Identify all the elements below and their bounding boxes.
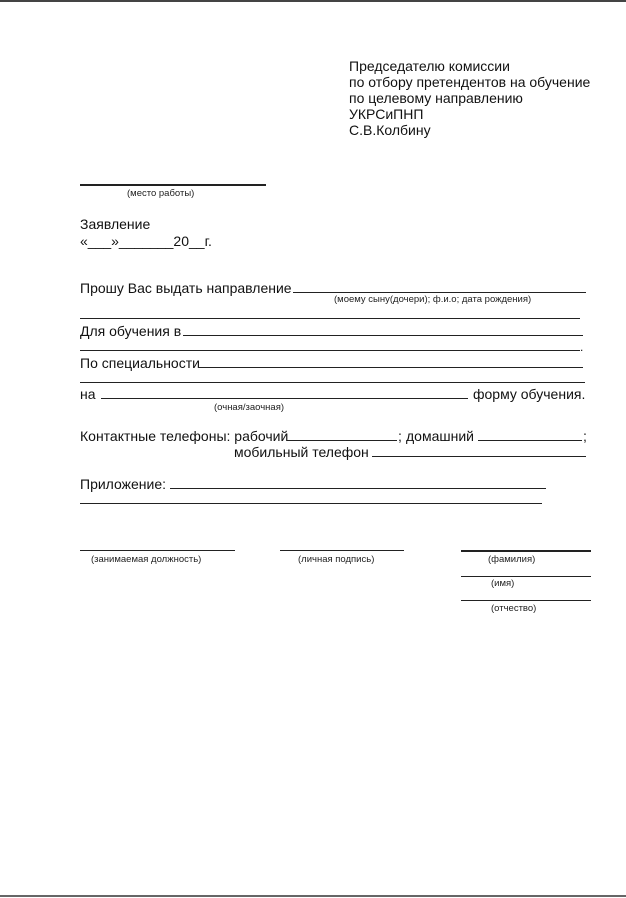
addressee-line: С.В.Колбину: [349, 122, 431, 138]
signature-caption: (личная подпись): [298, 554, 375, 565]
document-title: Заявление: [80, 216, 151, 232]
patronymic-field-line[interactable]: [461, 600, 591, 601]
top-border: [0, 0, 626, 2]
addressee-line: по отбору претендентов на обучение: [349, 74, 591, 90]
specialty-field-line-2[interactable]: [80, 382, 585, 383]
name-caption: (имя): [491, 578, 515, 589]
phones-end: ;: [583, 428, 587, 444]
position-field-line[interactable]: [80, 550, 235, 551]
signature-field-line[interactable]: [280, 550, 404, 551]
mobile-phone-field-line[interactable]: [372, 456, 586, 457]
attachment-field-line[interactable]: [170, 488, 546, 489]
specialty-label: По специальности: [80, 355, 200, 371]
work-phone-field-line[interactable]: [287, 440, 397, 441]
attachment-label: Приложение:: [80, 476, 167, 492]
addressee-line: Председателю комиссии: [349, 58, 510, 74]
home-phone-label: домашний: [406, 428, 474, 444]
home-phone-field-line[interactable]: [478, 440, 582, 441]
form-suffix: форму обучения.: [473, 386, 586, 402]
request-field-line[interactable]: [293, 292, 586, 293]
position-caption: (занимаемая должность): [91, 554, 202, 565]
phones-label: Контактные телефоны: рабочий: [80, 428, 289, 444]
date-line: «___»_______20__г.: [80, 233, 212, 249]
workplace-field-line[interactable]: [80, 184, 266, 186]
addressee-line: по целевому направлению: [349, 90, 523, 106]
study-field-line-2[interactable]: [80, 350, 580, 351]
patronymic-caption: (отчество): [491, 603, 537, 614]
form-prefix: на: [80, 386, 96, 402]
form-field-line[interactable]: [101, 398, 468, 399]
period-mark: .: [580, 340, 584, 354]
surname-field-line[interactable]: [461, 550, 591, 552]
mobile-phone-label: мобильный телефон: [234, 444, 369, 460]
study-field-line[interactable]: [183, 335, 583, 336]
workplace-caption: (место работы): [127, 188, 195, 199]
addressee-block: [349, 58, 590, 138]
phones-separator: ;: [398, 428, 402, 444]
specialty-field-line[interactable]: [198, 367, 583, 368]
study-label: Для обучения в: [80, 323, 182, 339]
request-field-line-2[interactable]: [80, 318, 580, 319]
name-field-line[interactable]: [461, 576, 591, 577]
request-caption: (моему сыну(дочери); ф.и.о; дата рождения): [334, 294, 532, 305]
form-caption: (очная/заочная): [214, 402, 285, 413]
addressee-line: УКРСиПНП: [349, 106, 424, 122]
surname-caption: (фамилия): [488, 554, 536, 565]
bottom-border: [0, 895, 626, 897]
attachment-field-line-2[interactable]: [80, 503, 542, 504]
request-label: Прошу Вас выдать направление: [80, 280, 292, 296]
